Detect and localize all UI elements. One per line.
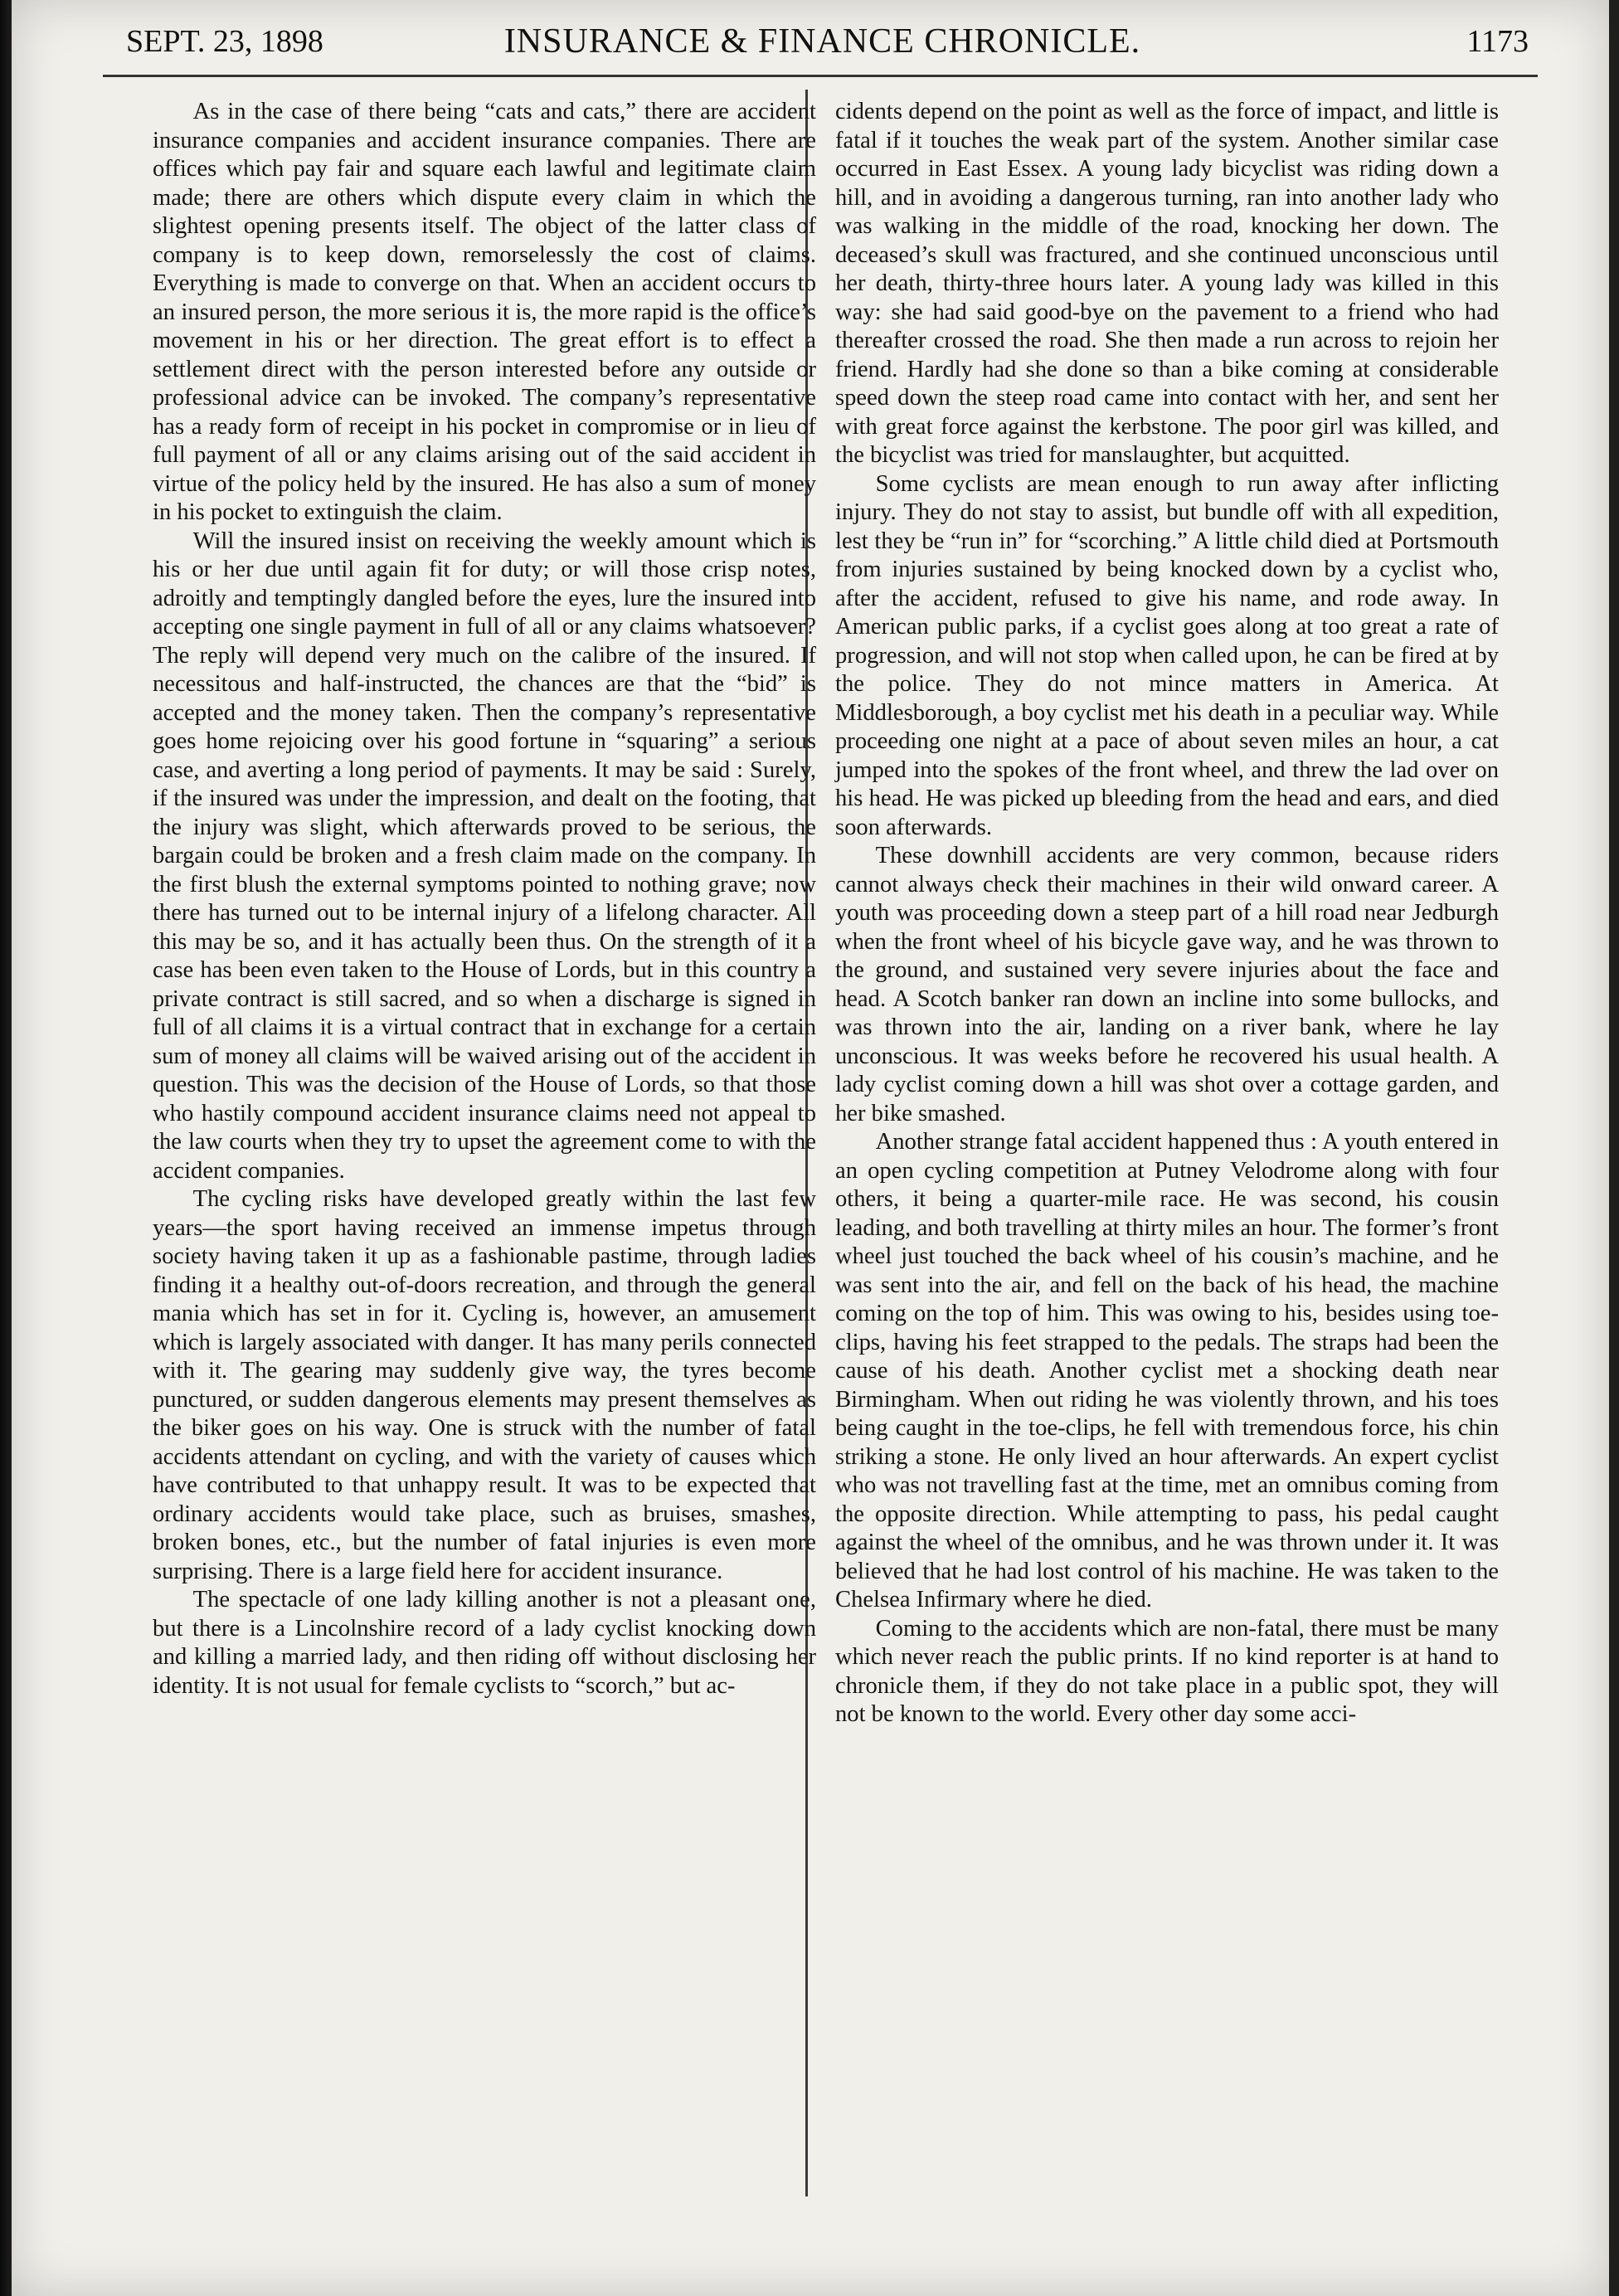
paragraph-continued: cidents depend on the point as well as the force of impact, and little is fatal if it touches the weak part of the system. Another similar case occurred in East Essex. A young lady bicyclist was riding down a hill, and in avoiding a dangerous turning, ran into another lady who was walking in the middle of the road, knocking her down. The deceased’s skull was fractured, and she continued unconscious until her death, thirty-three hours later. A young lady was killed in this way: she had said good-bye on the pavement to a friend who had thereafter crossed the road. She then made a run across to rejoin her friend. Hardly had she done so than a bike coming at considerable speed down the steep road came into contact with her, and sent her with great force against the kerbstone. The poor girl was killed, and the bicyclist was tried for manslaughter, but acquitted.: [835, 99, 1499, 468]
page-number: 1173: [1466, 24, 1529, 59]
paragraph: Another strange fatal accident happened thus : A youth entered in an open cycling competition at Putney Velodrome along with four others, it being a quarter-mile race. He was second, his cousin leading, and both travelling at thirty miles an hour. The former’s front wheel just touched the back wheel of his cousin’s machine, and he was sent into the air, and fell on the back of his head, the machine coming on the top of him. This was owing to his, besides using toe-clips, having his feet strapped to the pedals. The straps had been the cause of his death. Another cyclist met a shocking death near Birmingham. When out riding he was violently thrown, and his toes being caught in the toe-clips, he fell with tremendous force, his chin striking a stone. He only lived an hour afterwards. An expert cyclist who was not travelling fast at the time, met an omnibus coming from the opposite direction. While attempting to pass, his pedal caught against the wheel of the omnibus, and he was thrown under it. It was believed that he had lost control of his machine. He was taken to the Chelsea Infirmary where he died.: [835, 1129, 1499, 1613]
header-rule: [103, 75, 1538, 77]
right-column: [835, 98, 1499, 1729]
page-header: [111, 18, 1534, 68]
paragraph: The cycling risks have developed greatly within the last few years—the sport having received an immense impetus through society having taken it up as a fashionable pastime, through ladies finding it a healthy out-of-doors recreation, and through the general mania which has set in for it. Cycling is, however, an amusement which is largely associated with danger. It has many perils connected with it. The gearing may suddenly give way, the tyres become punctured, or sudden dangerous elements may present themselves as the biker goes on his way. One is struck with the number of fatal accidents attendant on cycling, and with the variety of causes which have contributed to that unhappy result. It was to be expected that ordinary accidents would take place, such as bruises, smashes, broken bones, etc., but the number of fatal injuries is even more surprising. There is a large field here for accident insurance.: [153, 1186, 816, 1584]
issue-date: SEPT. 23, 1898: [126, 24, 323, 59]
paragraph: Will the insured insist on receiving the weekly amount which is his or her due until again fit for duty; or will those crisp notes, adroitly and temptingly dangled before the eyes, lure the insured into accepting one single payment in full of all or any claims whatsoever? The reply will depend very much on the calibre of the insured. If necessitous and half-instructed, the chances are that the “bid” is accepted and the money taken. Then the company’s representative goes home rejoicing over his good fortune in “squaring” a serious case, and averting a long period of payments. It may be said : Surely, if the insured was under the impression, and dealt on the footing, that the injury was slight, which afterwards proved to be serious, the bargain could be broken and a fresh claim made on the company. In the first blush the external symptoms pointed to nothing grave; now there has turned out to be internal injury of a lifelong character. All this may be so, and it has actually been thus. On the strength of it a case has been even taken to the House of Lords, but in this country a private contract is still sacred, and so when a discharge is signed in full of all claims it is a virtual contract that in exchange for a certain sum of money all claims will be waived arising out of the accident in question. This was the decision of the House of Lords, so that those who hastily compound accident insurance claims need not appeal to the law courts when they try to upset the agreement come to with the accident companies.: [153, 528, 816, 1184]
newspaper-page: [12, 0, 1609, 2296]
paragraph: Some cyclists are mean enough to run away after inflicting injury. They do not stay to assist, but bundle off with all expedition, lest they be “run in” for “scorching.” A little child died at Portsmouth from injuries sustained by being knocked down by a cyclist who, after the accident, refused to give his name, and rode away. In American public parks, if a cyclist goes along at too great a rate of progression, and will not stop when called upon, he can be fired at by the police. They do not mince matters in America. At Middlesborough, a boy cyclist met his death in a peculiar way. While proceeding one night at a pace of about seven miles an hour, a cat jumped into the spokes of the front wheel, and threw the lad over on his head. He was picked up bleeding from the head and ears, and died soon afterwards.: [835, 470, 1499, 840]
paragraph: These downhill accidents are very common, because riders cannot always check their machines in their wild onward career. A youth was proceeding down a steep part of a hill road near Jedburgh when the front wheel of his bicycle gave way, and he was thrown to the ground, and sustained very severe injuries about the face and head. A Scotch banker ran down an incline into some bullocks, and was thrown into the air, landing on a river bank, where he lay unconscious. It was weeks before he recovered his usual health. A lady cyclist coming down a hill was shot over a cottage garden, and her bike smashed.: [835, 843, 1499, 1126]
paragraph: The spectacle of one lady killing another is not a pleasant one, but there is a Lincolnshire record of a lady cyclist knocking down and killing a married lady, and then riding off without disclosing her identity. It is not usual for female cyclists to “scorch,” but ac-: [153, 1587, 816, 1699]
publication-title: INSURANCE & FINANCE CHRONICLE.: [503, 22, 1141, 61]
paragraph: As in the case of there being “cats and cats,” there are accident insurance companies and accident insurance companies. There are offices which pay fair and square each lawful and legitimate claim made; there are others which dispute every claim in which the slightest opening presents itself. The object of the latter class of company is to keep down, remorselessly the cost of claims. Everything is made to converge on that. When an accident occurs to an insured person, the more serious it is, the more rapid is the office’s movement in his or her direction. The great effort is to effect a settlement direct with the person interested before any outside or professional advice can be invoked. The company’s representative has a ready form of receipt in his pocket in compromise or in lieu of full payment of all or any claims arising out of the said accident in virtue of the policy held by the insured. He has also a sum of money in his pocket to extinguish the claim.: [153, 99, 816, 525]
left-column: [153, 98, 816, 1700]
paragraph: Coming to the accidents which are non-fatal, there must be many which never reach the public prints. If no kind reporter is at hand to chronicle them, if they do not take place in a public spot, they will not be known to the world. Every other day some acci-: [835, 1615, 1499, 1727]
